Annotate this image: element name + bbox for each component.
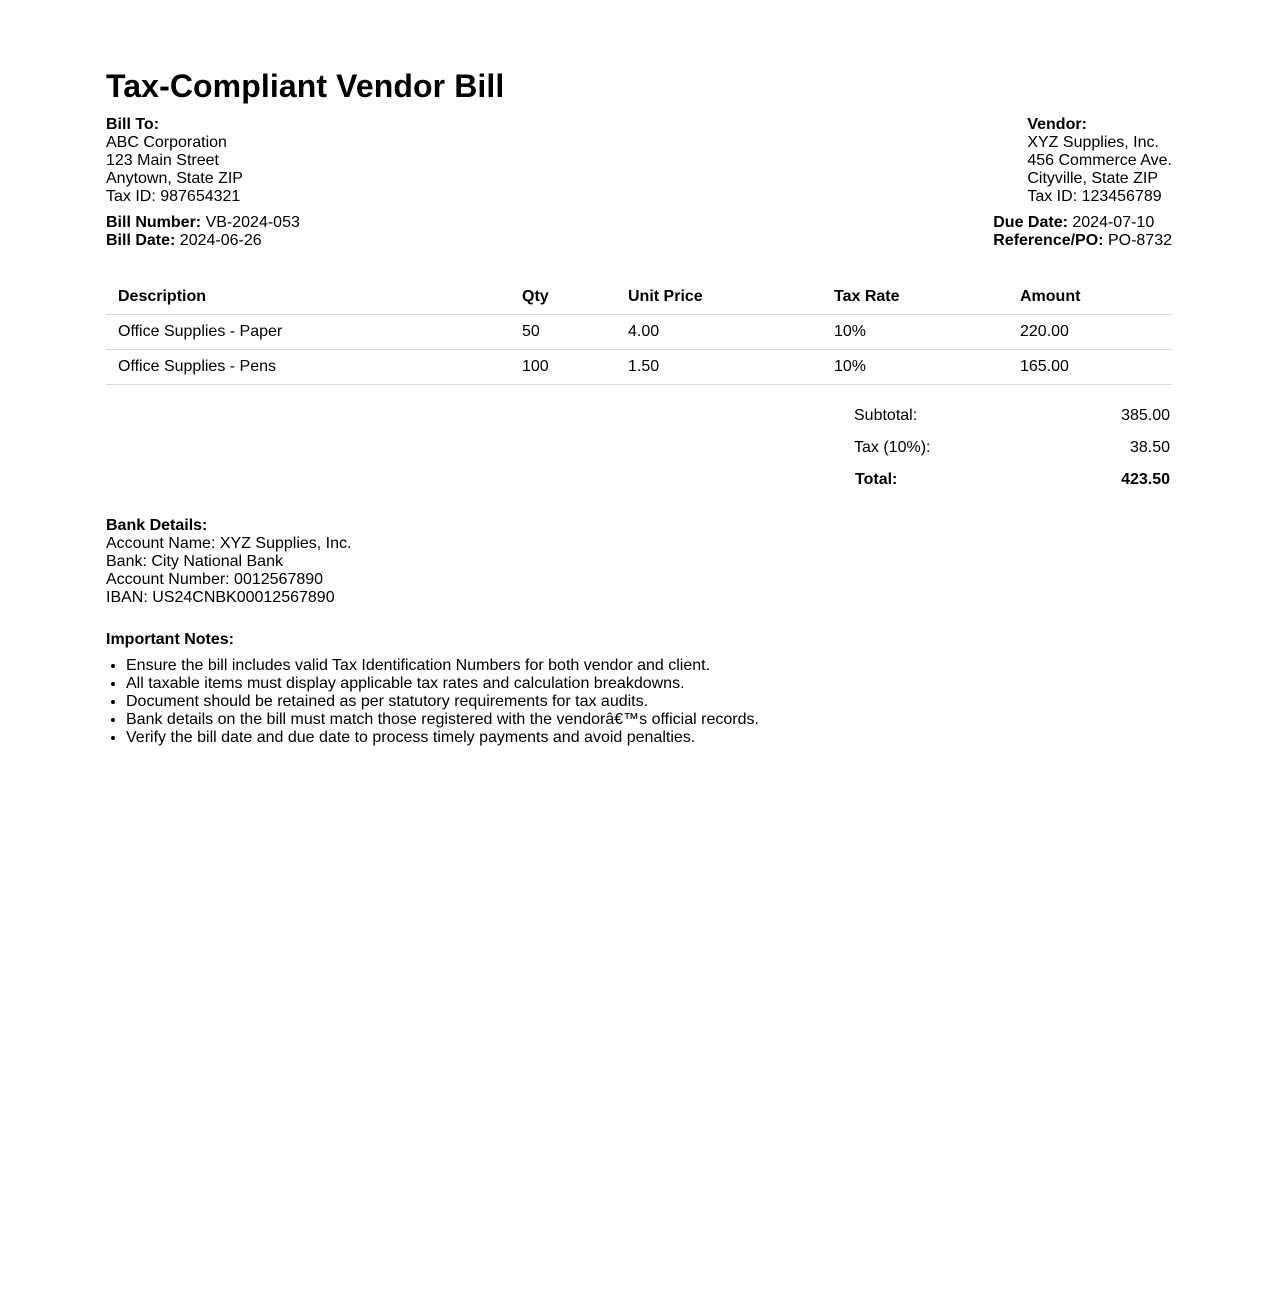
cell-description: Office Supplies - Paper bbox=[106, 315, 510, 350]
bill-meta-left bbox=[106, 214, 300, 250]
reference-value: PO-8732 bbox=[1107, 232, 1172, 249]
list-item: • Verify the bill date and due date to process timely payments and avoid penalties. bbox=[126, 729, 1172, 747]
vendor-heading: Vendor: bbox=[1027, 116, 1087, 133]
subtotal-label: Subtotal: bbox=[854, 407, 918, 424]
reference-label: Reference/PO: bbox=[993, 232, 1104, 249]
bill-date-label: Bill Date: bbox=[106, 232, 176, 249]
bill-to-address-line1: 123 Main Street bbox=[106, 152, 219, 169]
list-item: • Document should be retained as per statutory requirements for tax audits. bbox=[126, 693, 1172, 711]
bank-account-name: Account Name: XYZ Supplies, Inc. bbox=[106, 535, 352, 552]
cell-unit-price: 1.50 bbox=[616, 350, 822, 385]
subtotal-value: 385.00 bbox=[1121, 407, 1170, 424]
bill-number-value: VB-2024-053 bbox=[205, 214, 300, 231]
total-value: 423.50 bbox=[1121, 471, 1170, 488]
cell-tax-rate: 10% bbox=[822, 315, 1008, 350]
list-item: • Ensure the bill includes valid Tax Identification Numbers for both vendor and client. bbox=[126, 657, 1172, 675]
column-header-tax-rate: Tax Rate bbox=[822, 280, 1008, 315]
bill-to-heading: Bill To: bbox=[106, 116, 160, 133]
cell-qty: 50 bbox=[510, 315, 616, 350]
vendor-name: XYZ Supplies, Inc. bbox=[1027, 134, 1159, 151]
cell-amount: 165.00 bbox=[1008, 350, 1172, 385]
bank-name: Bank: City National Bank bbox=[106, 553, 283, 570]
column-header-unit-price: Unit Price bbox=[616, 280, 822, 315]
bank-account-number: Account Number: 0012567890 bbox=[106, 571, 324, 588]
parties-section bbox=[106, 116, 1172, 206]
bank-iban: IBAN: US24CNBK00012567890 bbox=[106, 589, 335, 606]
vendor-block bbox=[1027, 116, 1172, 206]
cell-unit-price: 4.00 bbox=[616, 315, 822, 350]
vendor-address-line2: Cityville, State ZIP bbox=[1027, 170, 1159, 187]
column-header-amount: Amount bbox=[1008, 280, 1172, 315]
vendor-tax-id: Tax ID: 123456789 bbox=[1027, 188, 1162, 205]
column-header-qty: Qty bbox=[510, 280, 616, 315]
line-items-table bbox=[106, 280, 1172, 385]
due-date-row bbox=[993, 214, 1172, 232]
cell-tax-rate: 10% bbox=[822, 350, 1008, 385]
bill-date-row bbox=[106, 232, 300, 250]
tax-label: Tax (10%): bbox=[854, 439, 931, 456]
tax-value: 38.50 bbox=[1129, 439, 1170, 456]
notes-heading: Important Notes: bbox=[106, 631, 234, 648]
bill-meta-right bbox=[993, 214, 1172, 250]
notes-list bbox=[106, 657, 1172, 747]
bill-to-address-line2: Anytown, State ZIP bbox=[106, 170, 243, 187]
vendor-bill-document bbox=[106, 0, 1172, 747]
totals-section bbox=[852, 407, 1172, 503]
table-row bbox=[106, 350, 1172, 385]
bill-meta-section bbox=[106, 214, 1172, 250]
due-date-value: 2024-07-10 bbox=[1072, 214, 1155, 231]
list-item: • Bank details on the bill must match those registered with the vendorâ€™s official records. bbox=[126, 711, 1172, 729]
important-notes-section bbox=[106, 631, 1172, 747]
total-row bbox=[852, 471, 1172, 503]
tax-row bbox=[852, 439, 1172, 471]
subtotal-row bbox=[852, 407, 1172, 439]
table-row bbox=[106, 315, 1172, 350]
total-label: Total: bbox=[855, 471, 898, 488]
cell-amount: 220.00 bbox=[1008, 315, 1172, 350]
bill-number-label: Bill Number: bbox=[106, 214, 202, 231]
cell-description: Office Supplies - Pens bbox=[106, 350, 510, 385]
cell-qty: 100 bbox=[510, 350, 616, 385]
bill-to-tax-id: Tax ID: 987654321 bbox=[106, 188, 241, 205]
reference-row bbox=[993, 232, 1172, 250]
vendor-address-line1: 456 Commerce Ave. bbox=[1027, 152, 1172, 169]
bill-date-value: 2024-06-26 bbox=[179, 232, 262, 249]
column-header-description: Description bbox=[106, 280, 510, 315]
bank-details-section bbox=[106, 517, 1172, 607]
bill-to-block bbox=[106, 116, 243, 206]
bill-number-row bbox=[106, 214, 300, 232]
bill-to-name: ABC Corporation bbox=[106, 134, 227, 151]
page-title: Tax-Compliant Vendor Bill bbox=[106, 68, 505, 104]
bank-details-heading: Bank Details: bbox=[106, 517, 208, 534]
list-item: • All taxable items must display applicable tax rates and calculation breakdowns. bbox=[126, 675, 1172, 693]
due-date-label: Due Date: bbox=[993, 214, 1068, 231]
table-header-row bbox=[106, 280, 1172, 315]
